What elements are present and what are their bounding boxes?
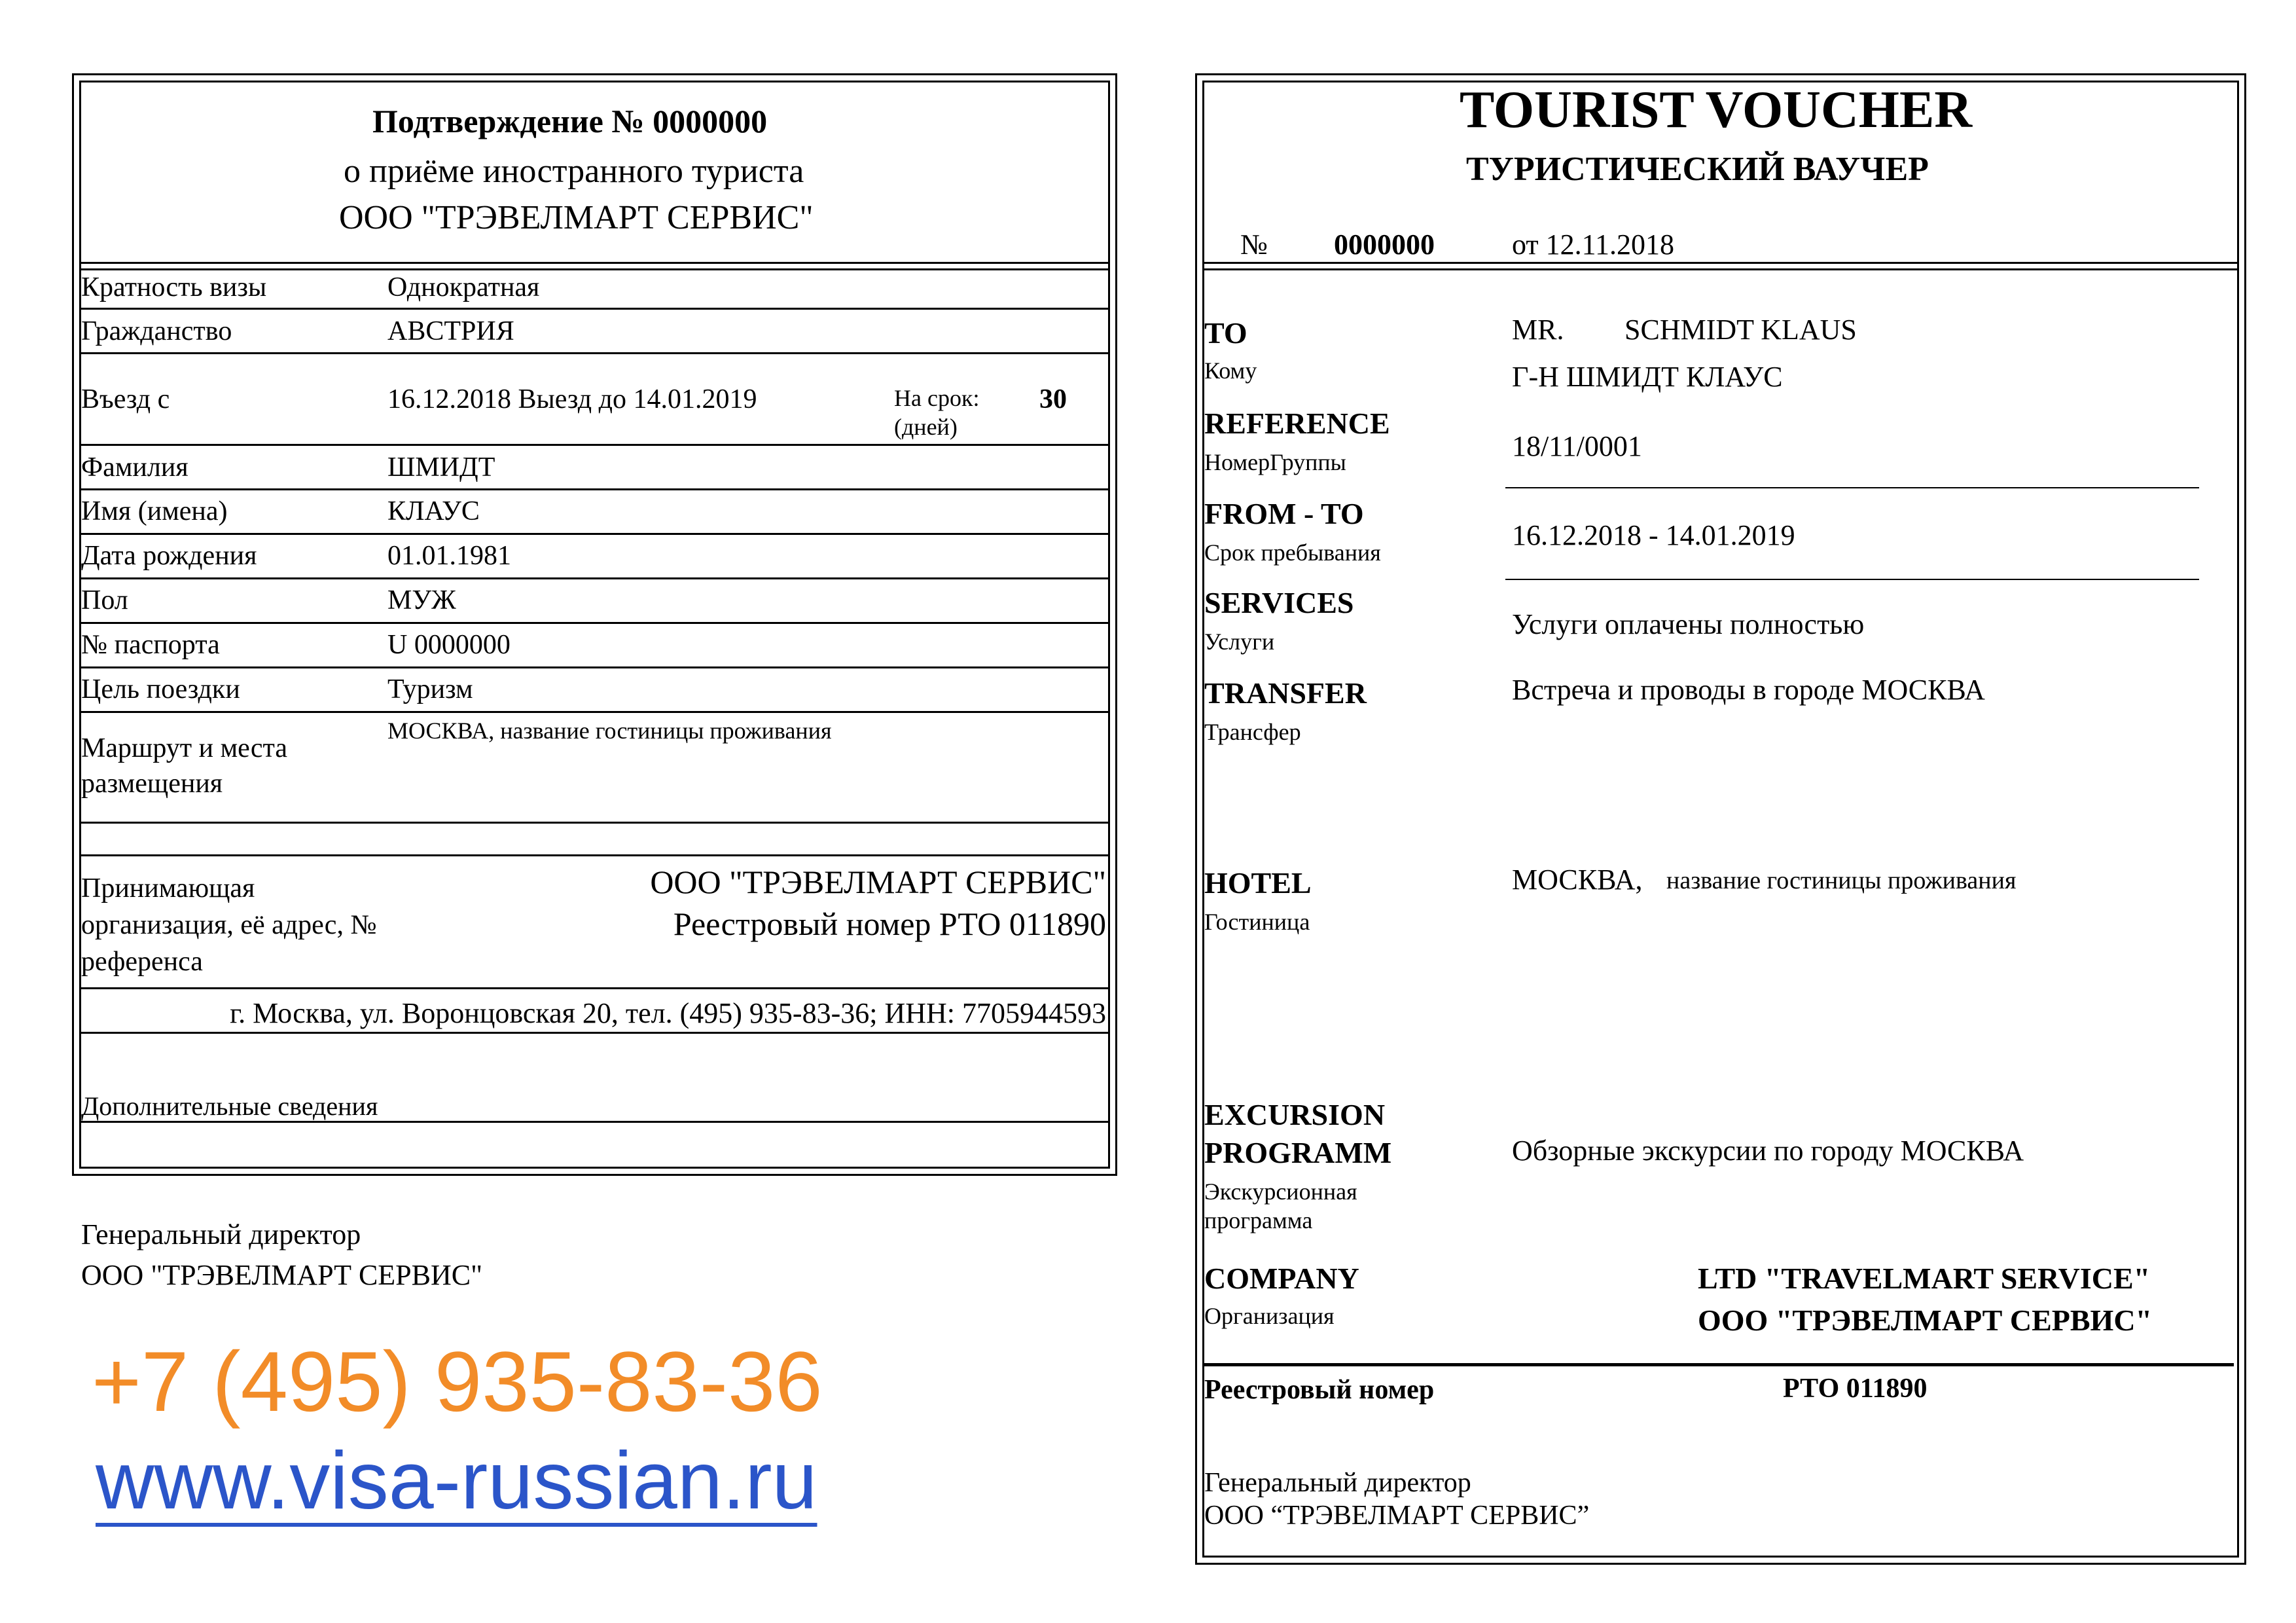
entry-label: Въезд с [81,384,170,414]
reference-value: 18/11/0001 [1512,430,1642,462]
divider [79,854,1110,856]
to-name-ru: Г-Н ШМИДТ КЛАУС [1512,361,1783,393]
name-label: Имя (имена) [81,496,228,526]
citizenship-label: Гражданство [81,316,232,346]
citizenship-value: АВСТРИЯ [387,316,514,346]
left-signature-title: Генеральный директор [81,1218,361,1250]
reference-label: REFERENCE [1204,407,1390,440]
host-address: г. Москва, ул. Воронцовская 20, тел. (495) 935-83-36; ИНН: 7705944593 [230,997,1106,1029]
host-label-2: организация, её адрес, № [81,910,377,940]
divider [1202,262,2239,264]
divider [79,577,1110,579]
voucher-number-sign: № [1240,228,1268,261]
surname-label: Фамилия [81,452,188,483]
services-label-ru: Услуги [1204,629,1275,655]
divider [79,1121,1110,1123]
divider [1505,579,2199,580]
registry-label: Реестровый номер [1204,1375,1435,1405]
company-value-ru: ООО "ТРЭВЕЛМАРТ СЕРВИС" [1698,1304,2153,1337]
to-name: SCHMIDT KLAUS [1624,314,1857,346]
registry-value: РТО 011890 [1783,1374,1928,1404]
confirmation-subtitle: о приёме иностранного туриста [344,153,804,190]
purpose-value: Туризм [387,674,473,704]
from-to-label-ru: Срок пребывания [1204,539,1381,566]
services-value: Услуги оплачены полностью [1512,608,1865,640]
contact-phone: +7 (495) 935-83-36 [92,1334,823,1429]
confirmation-company: ООО "ТРЭВЕЛМАРТ СЕРВИС" [339,199,814,236]
divider [79,711,1110,713]
reference-label-ru: НомерГруппы [1204,449,1346,475]
host-label-3: референса [81,947,203,977]
confirmation-title: Подтверждение № 0000000 [372,103,768,139]
host-label: Принимающая [81,873,255,903]
term-label: На срок: [894,385,980,411]
excursion-label-ru-2: программа [1204,1207,1313,1233]
divider [79,622,1110,624]
visa-multiplicity-value: Однократная [387,272,540,302]
divider [79,308,1110,310]
transfer-value: Встреча и проводы в городе МОСКВА [1512,674,1985,706]
route-label: Маршрут и места [81,733,288,763]
route-value: МОСКВА, название гостиницы проживания [387,718,832,744]
divider [1202,268,2239,270]
to-label: TO [1204,316,1247,350]
divider [79,444,1110,446]
divider [1505,487,2199,488]
voucher-date: от 12.11.2018 [1512,228,1675,261]
host-company: ООО "ТРЭВЕЛМАРТ СЕРВИС" [650,864,1106,900]
sex-label: Пол [81,585,128,615]
hotel-value-name: название гостиницы проживания [1666,867,2017,894]
divider [79,666,1110,668]
excursion-label-ru: Экскурсионная [1204,1178,1357,1205]
visa-multiplicity-label: Кратность визы [81,272,267,302]
additional-info-label: Дополнительные сведения [81,1091,378,1121]
sex-value: МУЖ [387,585,456,615]
divider [79,533,1110,535]
from-to-value: 16.12.2018 - 14.01.2019 [1512,519,1795,551]
hotel-label: HOTEL [1204,866,1312,900]
birth-date-value: 01.01.1981 [387,541,511,571]
divider [79,987,1110,989]
name-value: КЛАУС [387,496,480,526]
from-to-label: FROM - TO [1204,497,1364,530]
passport-value: U 0000000 [387,630,511,660]
divider [79,352,1110,354]
surname-value: ШМИДТ [387,452,495,483]
excursion-label-2: PROGRAMM [1204,1136,1392,1169]
company-label-ru: Организация [1204,1303,1335,1329]
hotel-value-city: МОСКВА, [1512,864,1643,896]
host-registry: Реестровый номер РТО 011890 [673,905,1106,942]
excursion-value: Обзорные экскурсии по городу МОСКВА [1512,1135,2024,1167]
to-label-ru: Кому [1204,357,1257,384]
birth-date-label: Дата рождения [81,541,257,571]
voucher-title-en: TOURIST VOUCHER [1460,81,1973,139]
transfer-label: TRANSFER [1204,676,1367,710]
to-title: MR. [1512,314,1564,346]
voucher-number: 0000000 [1334,228,1435,261]
services-label: SERVICES [1204,586,1354,619]
divider [79,822,1110,824]
transfer-label-ru: Трансфер [1204,719,1301,745]
entry-value: 16.12.2018 Выезд до 14.01.2019 [387,384,757,414]
purpose-label: Цель поездки [81,674,240,704]
hotel-label-ru: Гостиница [1204,909,1310,935]
excursion-label: EXCURSION [1204,1098,1386,1131]
left-signature-company: ООО "ТРЭВЕЛМАРТ СЕРВИС" [81,1259,483,1291]
divider [79,268,1110,270]
divider [79,1032,1110,1034]
voucher-title-ru: ТУРИСТИЧЕСКИЙ ВАУЧЕР [1466,151,1929,188]
passport-label: № паспорта [81,630,220,660]
company-value-en: LTD "TRAVELMART SERVICE" [1698,1262,2151,1295]
divider [79,488,1110,490]
divider [1202,1363,2234,1366]
route-label-2: размещения [81,769,223,799]
contact-website-link[interactable]: www.visa-russian.ru [96,1436,817,1526]
voucher-signature-company: ООО “ТРЭВЕЛМАРТ СЕРВИС” [1204,1501,1590,1531]
term-label-days: (дней) [894,414,958,440]
company-label: COMPANY [1204,1262,1359,1295]
voucher-signature-title: Генеральный директор [1204,1468,1471,1498]
term-value: 30 [1039,384,1067,414]
divider [79,262,1110,264]
